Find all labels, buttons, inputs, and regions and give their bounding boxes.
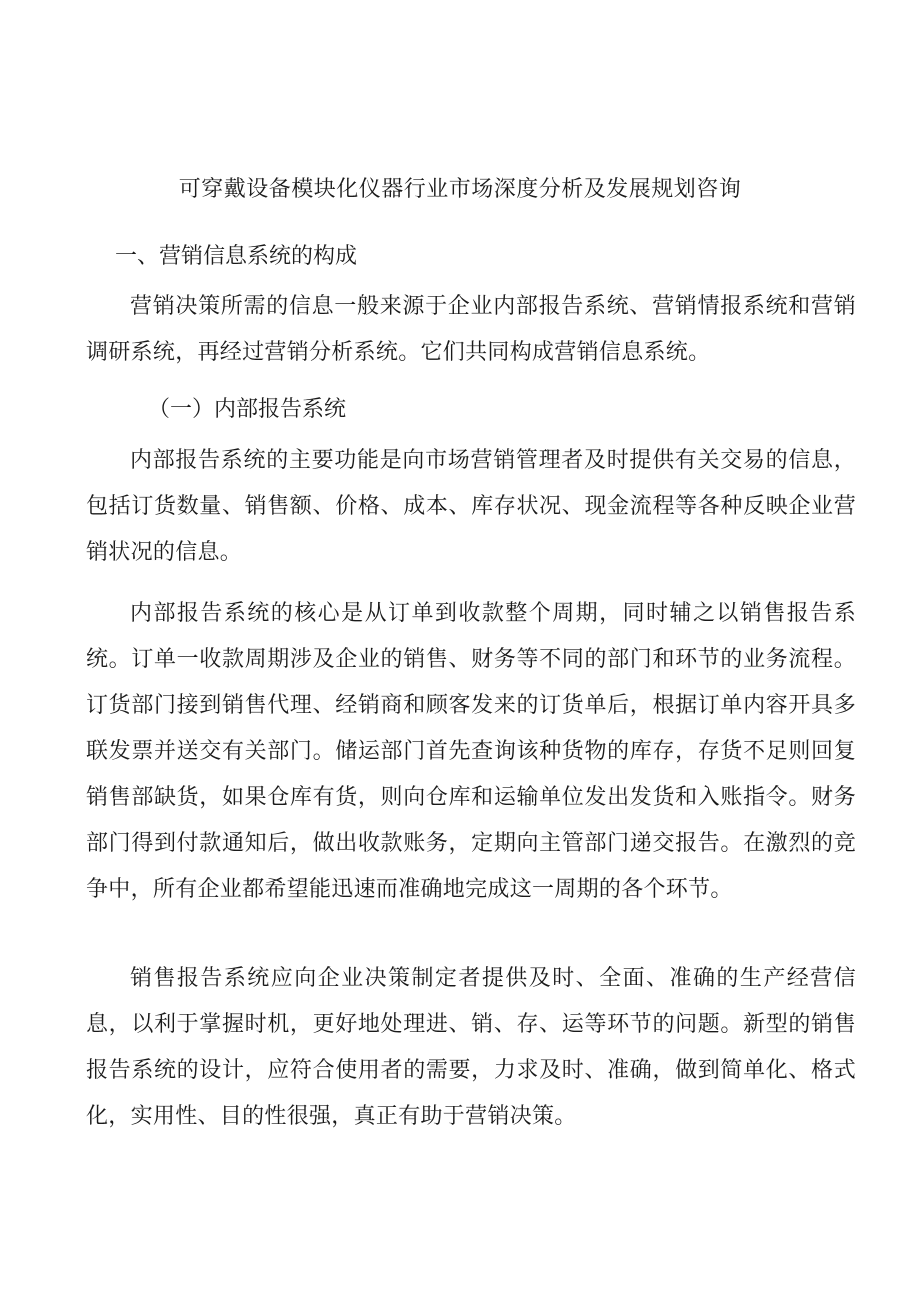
section-heading: 一、营销信息系统的构成 [115, 244, 358, 269]
body-paragraph-2: 内部报告系统的核心是从订单到收款整个周期，同时辅之以销售报告系统。订单一收款周期涉及企业的销售、财务等不同的部门和环节的业务流程。订货部门接到销售代理、经销商和顾客发来的订货单后，根据订单内容开具多联发票并送交有关部门。储运部门首先查询该种货物的库存，存货不足则回复销售部缺货，如果仓库有货，则向仓库和运输单位发出发货和入账指令。财务部门得到付款通知后，做出收款账务，定期向主管部门递交报告。在激烈的竞争中，所有企业都希望能迅速而准确地完成这一周期的各个环节。 [86, 601, 856, 902]
subsection-heading: （一）内部报告系统 [148, 397, 347, 422]
body-paragraph-3: 销售报告系统应向企业决策制定者提供及时、全面、准确的生产经营信息，以利于掌握时机，更好地处理进、销、存、运等环节的问题。新型的销售报告系统的设计，应符合使用者的需要，力求及时、准确，做到简单化、格式化，实用性、目的性很强，真正有助于营销决策。 [86, 966, 856, 1129]
intro-paragraph: 营销决策所需的信息一般来源于企业内部报告系统、营销情报系统和营销调研系统，再经过营销分析系统。它们共同构成营销信息系统。 [86, 294, 856, 365]
document-title: 可穿戴设备模块化仪器行业市场深度分析及发展规划咨询 [178, 177, 742, 202]
body-paragraph-1: 内部报告系统的主要功能是向市场营销管理者及时提供有关交易的信息，包括订货数量、销售额、价格、成本、库存状况、现金流程等各种反映企业营销状况的信息。 [86, 448, 856, 565]
